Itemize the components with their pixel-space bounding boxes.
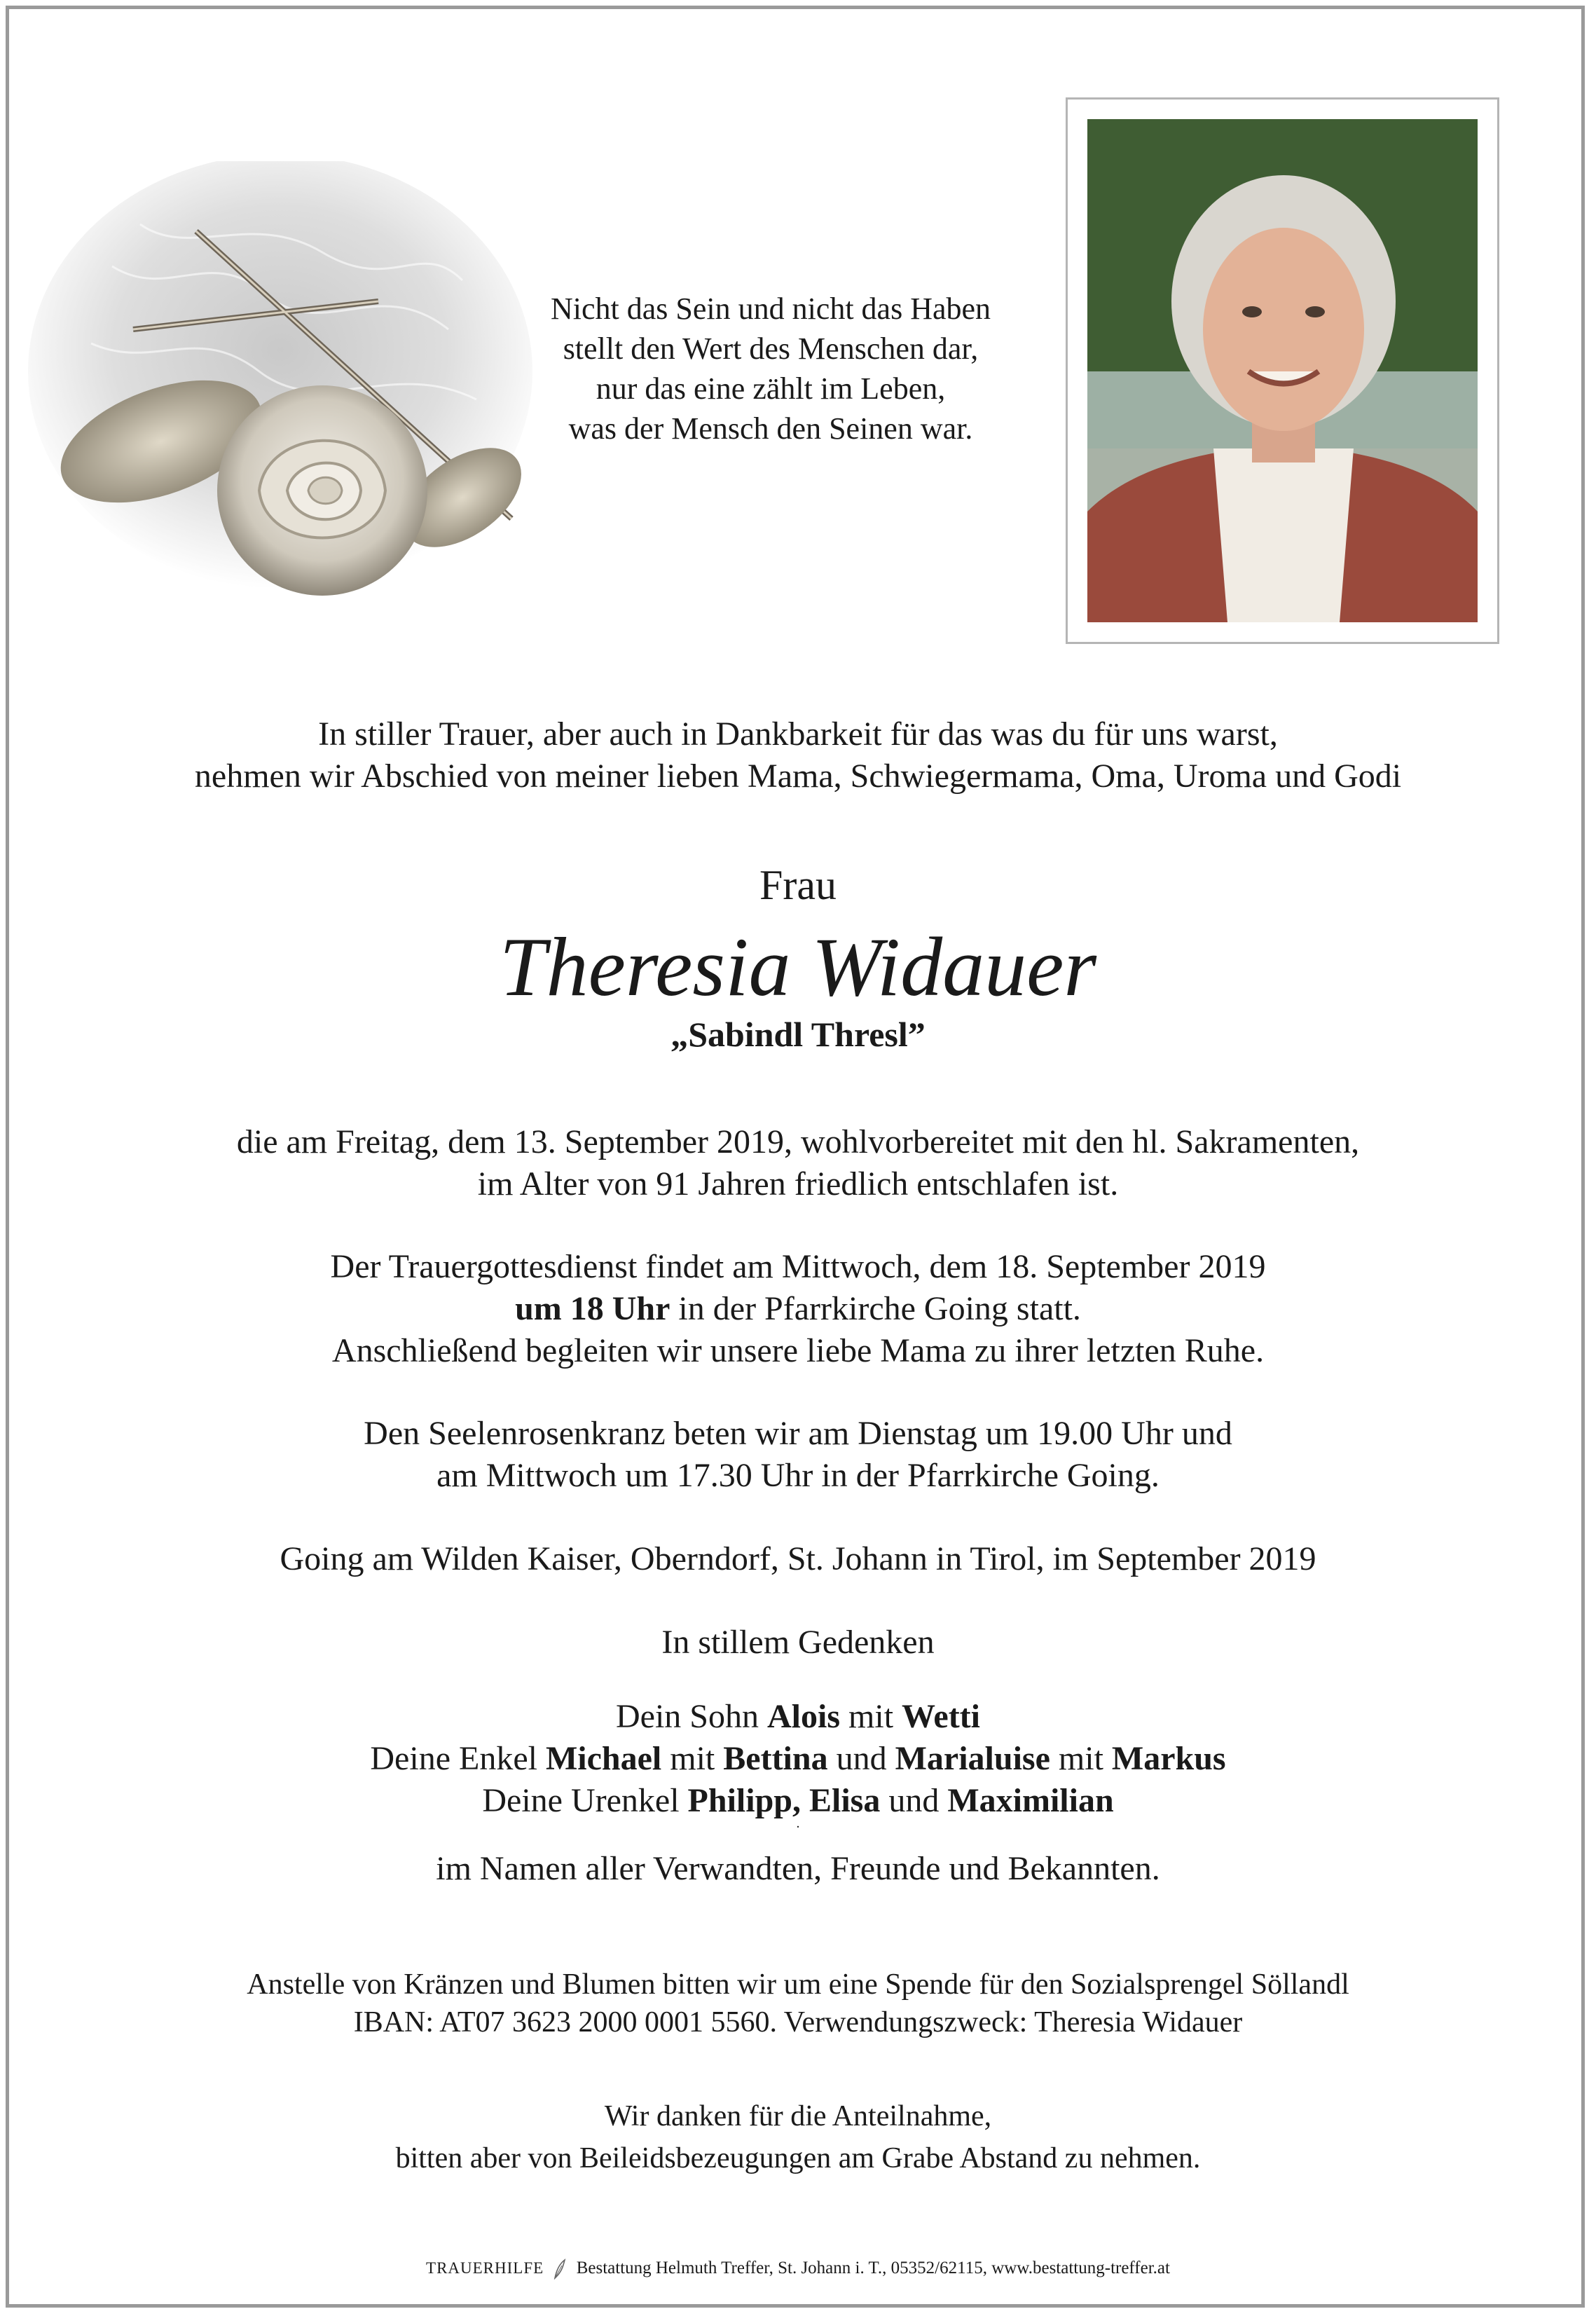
feather-icon xyxy=(552,2259,567,2280)
donation-request xyxy=(0,1966,1596,2041)
death-notice xyxy=(0,1121,1596,1205)
family-connector: und xyxy=(880,1782,948,1819)
separator-dot: . xyxy=(796,1816,800,1831)
death-line: die am Freitag, dem 13. September 2019, wohlvorbereitet mit den hl. Sakramenten, xyxy=(236,1123,1360,1160)
intro-text xyxy=(0,713,1596,797)
portrait-photo xyxy=(1087,119,1478,622)
intro-line: nehmen wir Abschied von meiner lieben Mama, Schwiegermama, Oma, Uroma und Godi xyxy=(194,758,1402,795)
family-label: Deine Urenkel xyxy=(482,1782,688,1819)
service-line xyxy=(0,1288,1596,1330)
place-date: Going am Wilden Kaiser, Oberndorf, St. Johann in Tirol, im September 2019 xyxy=(280,1540,1316,1577)
verse-line: nur das eine zählt im Leben, xyxy=(596,371,946,406)
family-grandchildren xyxy=(0,1738,1596,1780)
footer-brand: TRAUERHILFE xyxy=(426,2259,544,2277)
family-list xyxy=(0,1696,1596,1822)
thanks-line: Wir danken für die Anteilnahme, xyxy=(604,2100,992,2132)
memory-heading: In stillem Gedenken xyxy=(661,1624,935,1661)
death-line: im Alter von 91 Jahren friedlich entschlafen ist. xyxy=(477,1165,1119,1202)
verse-line: was der Mensch den Seinen war. xyxy=(568,411,973,446)
family-name: Philipp, Elisa xyxy=(687,1782,881,1819)
family-label: Deine Enkel xyxy=(370,1740,546,1777)
rose-icon xyxy=(217,385,427,596)
relatives-line: im Namen aller Verwandten, Freunde und Bekannten. xyxy=(436,1850,1160,1887)
family-name: Alois xyxy=(767,1698,841,1735)
thanks-line: bitten aber von Beileidsbezeugungen am Grabe Abstand zu nehmen. xyxy=(395,2142,1201,2174)
family-name: Michael xyxy=(545,1740,662,1777)
portrait-frame xyxy=(1066,97,1499,644)
footer-credit xyxy=(0,2256,1596,2280)
service-time: um 18 Uhr xyxy=(515,1290,670,1327)
service-line: Der Trauergottesdienst findet am Mittwoch, dem 18. September 2019 xyxy=(330,1248,1266,1285)
donation-line: Anstelle von Kränzen und Blumen bitten wir um eine Spende für den Sozialsprengel Söllandl xyxy=(247,1968,1349,2001)
family-connector: mit xyxy=(1050,1740,1112,1777)
family-name: Bettina xyxy=(723,1740,828,1777)
cross-rose-ornament xyxy=(28,161,560,645)
deceased-nickname: „Sabindl Thresl” xyxy=(670,1015,926,1054)
family-name: Maximilian xyxy=(947,1782,1114,1819)
honorific: Frau xyxy=(759,862,837,908)
family-son xyxy=(0,1696,1596,1738)
service-location: in der Pfarrkirche Going statt. xyxy=(670,1290,1081,1327)
donation-iban: IBAN: AT07 3623 2000 0001 5560. Verwendungszweck: Theresia Widauer xyxy=(353,2006,1243,2039)
family-connector: mit xyxy=(840,1698,902,1735)
rosary-info xyxy=(0,1413,1596,1497)
intro-line: In stiller Trauer, aber auch in Dankbarkeit für das was du für uns warst, xyxy=(318,715,1278,753)
family-name: Markus xyxy=(1111,1740,1226,1777)
verse-line: stellt den Wert des Menschen dar, xyxy=(563,331,979,366)
rosary-line: am Mittwoch um 17.30 Uhr in der Pfarrkirche Going. xyxy=(436,1457,1160,1494)
thanks-note xyxy=(0,2095,1596,2179)
service-line: Anschließend begleiten wir unsere liebe Mama zu ihrer letzten Ruhe. xyxy=(331,1332,1265,1369)
funeral-service xyxy=(0,1246,1596,1372)
deceased-name: Theresia Widauer xyxy=(499,920,1097,1013)
family-connector: mit xyxy=(661,1740,724,1777)
verse-line: Nicht das Sein und nicht das Haben xyxy=(550,292,991,326)
family-name: Wetti xyxy=(902,1698,980,1735)
family-label: Dein Sohn xyxy=(616,1698,767,1735)
family-connector: und xyxy=(827,1740,895,1777)
rosary-line: Den Seelenrosenkranz beten wir am Dienstag um 19.00 Uhr und xyxy=(364,1415,1232,1452)
family-name: Marialuise xyxy=(895,1740,1050,1777)
verse xyxy=(490,289,1051,448)
footer-text: Bestattung Helmuth Treffer, St. Johann i. T., 05352/62115, www.bestattung-treffer.at xyxy=(572,2259,1170,2277)
